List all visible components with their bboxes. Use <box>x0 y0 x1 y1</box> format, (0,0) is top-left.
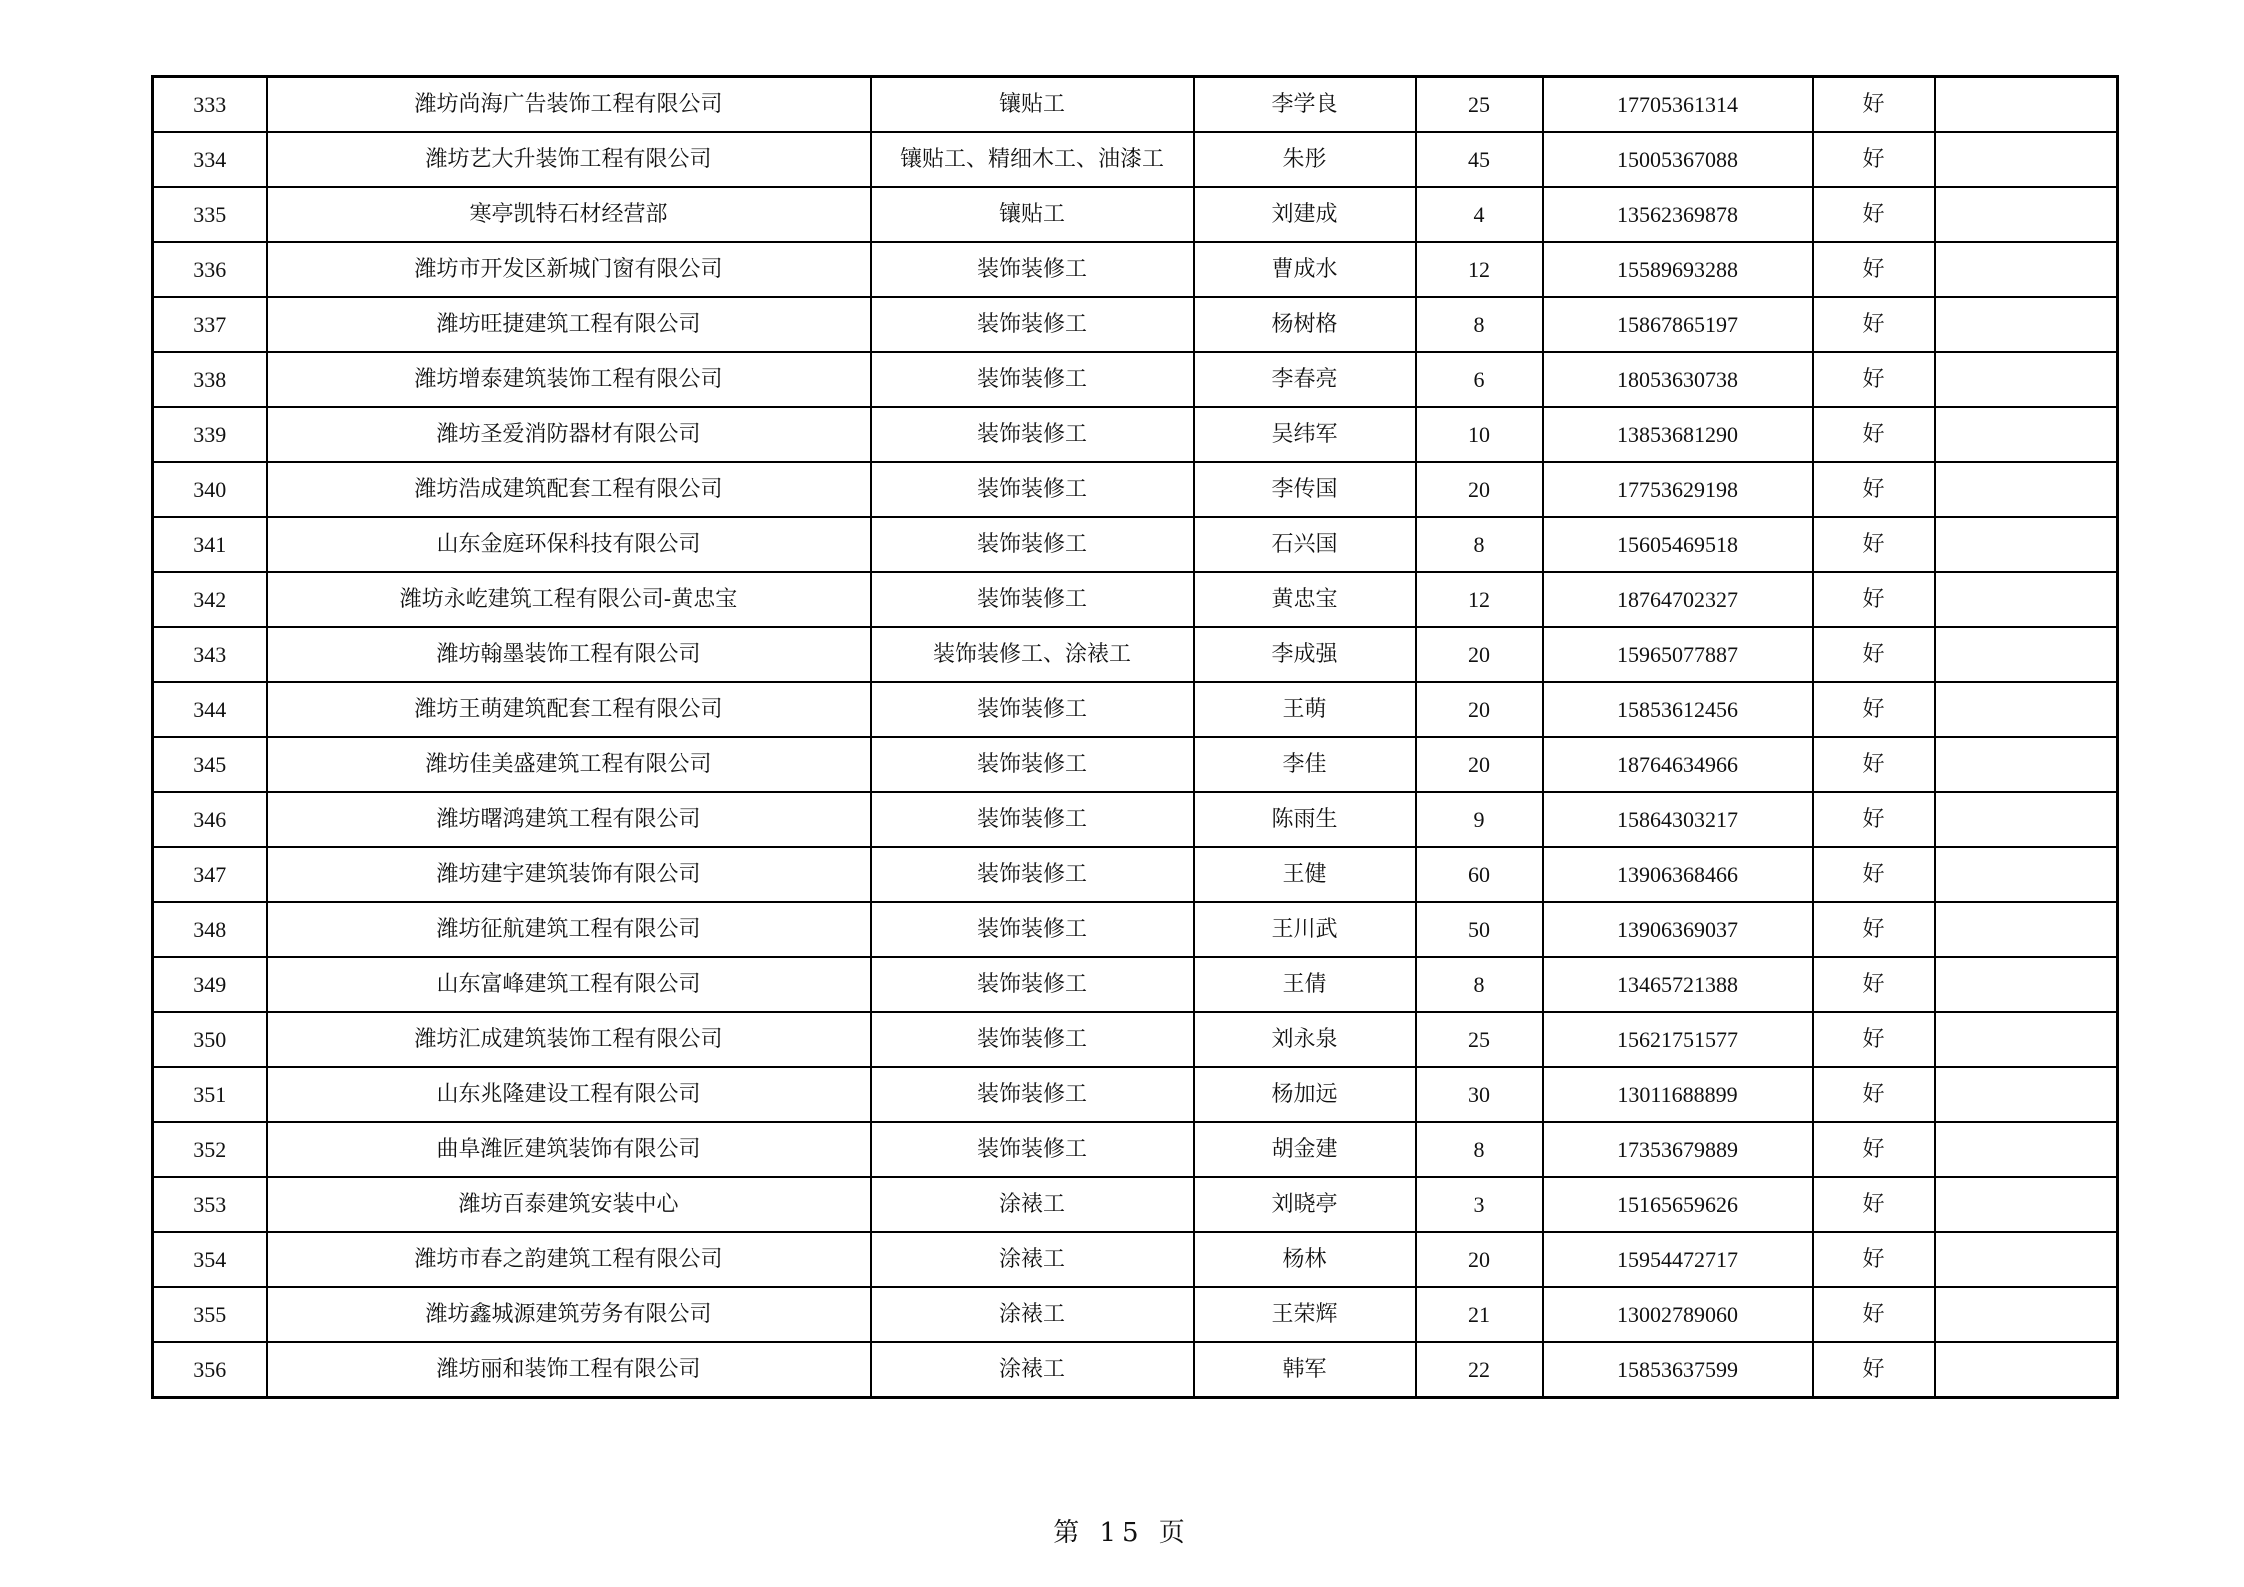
trade-type-cell: 装饰装修工 <box>871 957 1194 1012</box>
row-number-cell: 351 <box>153 1067 267 1122</box>
phone-number-cell: 15864303217 <box>1543 792 1813 847</box>
company-name-cell: 潍坊王萌建筑配套工程有限公司 <box>267 682 871 737</box>
remarks-cell <box>1935 297 2118 352</box>
trade-type-cell: 镶贴工、精细木工、油漆工 <box>871 132 1194 187</box>
company-name-cell: 潍坊翰墨装饰工程有限公司 <box>267 627 871 682</box>
remarks-cell <box>1935 1012 2118 1067</box>
worker-count-cell: 20 <box>1416 1232 1543 1287</box>
remarks-cell <box>1935 407 2118 462</box>
remarks-cell <box>1935 517 2118 572</box>
contact-person-cell: 刘建成 <box>1194 187 1416 242</box>
worker-count-cell: 8 <box>1416 517 1543 572</box>
table-row <box>153 627 2118 682</box>
row-number-cell: 342 <box>153 572 267 627</box>
trade-type-cell: 装饰装修工 <box>871 902 1194 957</box>
phone-number-cell: 17705361314 <box>1543 77 1813 133</box>
phone-number-cell: 17753629198 <box>1543 462 1813 517</box>
table-row <box>153 1287 2118 1342</box>
row-number-cell: 344 <box>153 682 267 737</box>
rating-cell: 好 <box>1813 352 1935 407</box>
phone-number-cell: 13465721388 <box>1543 957 1813 1012</box>
row-number-cell: 338 <box>153 352 267 407</box>
company-name-cell: 潍坊鑫城源建筑劳务有限公司 <box>267 1287 871 1342</box>
row-number-cell: 335 <box>153 187 267 242</box>
company-name-cell: 潍坊浩成建筑配套工程有限公司 <box>267 462 871 517</box>
contact-person-cell: 曹成水 <box>1194 242 1416 297</box>
remarks-cell <box>1935 847 2118 902</box>
trade-type-cell: 装饰装修工、涂裱工 <box>871 627 1194 682</box>
phone-number-cell: 15867865197 <box>1543 297 1813 352</box>
rating-cell: 好 <box>1813 572 1935 627</box>
phone-number-cell: 13853681290 <box>1543 407 1813 462</box>
worker-count-cell: 25 <box>1416 1012 1543 1067</box>
table-row <box>153 1067 2118 1122</box>
row-number-cell: 346 <box>153 792 267 847</box>
worker-count-cell: 6 <box>1416 352 1543 407</box>
rating-cell: 好 <box>1813 902 1935 957</box>
company-name-cell: 潍坊百泰建筑安装中心 <box>267 1177 871 1232</box>
table-row <box>153 1012 2118 1067</box>
phone-number-cell: 15165659626 <box>1543 1177 1813 1232</box>
rating-cell: 好 <box>1813 1232 1935 1287</box>
rating-cell: 好 <box>1813 682 1935 737</box>
row-number-cell: 356 <box>153 1342 267 1398</box>
worker-count-cell: 3 <box>1416 1177 1543 1232</box>
rating-cell: 好 <box>1813 627 1935 682</box>
worker-count-cell: 22 <box>1416 1342 1543 1398</box>
worker-count-cell: 8 <box>1416 957 1543 1012</box>
company-name-cell: 潍坊曙鸿建筑工程有限公司 <box>267 792 871 847</box>
worker-count-cell: 8 <box>1416 1122 1543 1177</box>
remarks-cell <box>1935 77 2118 133</box>
rating-cell: 好 <box>1813 847 1935 902</box>
rating-cell: 好 <box>1813 1012 1935 1067</box>
row-number-cell: 336 <box>153 242 267 297</box>
row-number-cell: 334 <box>153 132 267 187</box>
trade-type-cell: 装饰装修工 <box>871 572 1194 627</box>
trade-type-cell: 装饰装修工 <box>871 1012 1194 1067</box>
company-name-cell: 潍坊圣爱消防器材有限公司 <box>267 407 871 462</box>
company-name-cell: 潍坊佳美盛建筑工程有限公司 <box>267 737 871 792</box>
phone-number-cell: 15954472717 <box>1543 1232 1813 1287</box>
contact-person-cell: 李传国 <box>1194 462 1416 517</box>
phone-number-cell: 13011688899 <box>1543 1067 1813 1122</box>
remarks-cell <box>1935 902 2118 957</box>
company-name-cell: 潍坊汇成建筑装饰工程有限公司 <box>267 1012 871 1067</box>
remarks-cell <box>1935 627 2118 682</box>
trade-type-cell: 涂裱工 <box>871 1342 1194 1398</box>
company-name-cell: 潍坊尚海广告装饰工程有限公司 <box>267 77 871 133</box>
phone-number-cell: 18053630738 <box>1543 352 1813 407</box>
remarks-cell <box>1935 1232 2118 1287</box>
table-row <box>153 957 2118 1012</box>
row-number-cell: 340 <box>153 462 267 517</box>
remarks-cell <box>1935 132 2118 187</box>
table-row <box>153 517 2118 572</box>
trade-type-cell: 装饰装修工 <box>871 407 1194 462</box>
table-row <box>153 682 2118 737</box>
rating-cell: 好 <box>1813 1122 1935 1177</box>
contact-person-cell: 石兴国 <box>1194 517 1416 572</box>
worker-count-cell: 50 <box>1416 902 1543 957</box>
table-row <box>153 77 2118 133</box>
remarks-cell <box>1935 242 2118 297</box>
trade-type-cell: 装饰装修工 <box>871 1067 1194 1122</box>
row-number-cell: 353 <box>153 1177 267 1232</box>
table-row <box>153 737 2118 792</box>
rating-cell: 好 <box>1813 297 1935 352</box>
company-name-cell: 潍坊永屹建筑工程有限公司-黄忠宝 <box>267 572 871 627</box>
rating-cell: 好 <box>1813 517 1935 572</box>
contact-person-cell: 李成强 <box>1194 627 1416 682</box>
company-name-cell: 潍坊增泰建筑装饰工程有限公司 <box>267 352 871 407</box>
worker-count-cell: 60 <box>1416 847 1543 902</box>
contact-person-cell: 黄忠宝 <box>1194 572 1416 627</box>
row-number-cell: 348 <box>153 902 267 957</box>
worker-count-cell: 30 <box>1416 1067 1543 1122</box>
row-number-cell: 343 <box>153 627 267 682</box>
contact-person-cell: 李春亮 <box>1194 352 1416 407</box>
rating-cell: 好 <box>1813 957 1935 1012</box>
remarks-cell <box>1935 957 2118 1012</box>
row-number-cell: 350 <box>153 1012 267 1067</box>
trade-type-cell: 装饰装修工 <box>871 737 1194 792</box>
table-row <box>153 1232 2118 1287</box>
table-row <box>153 1122 2118 1177</box>
trade-type-cell: 涂裱工 <box>871 1287 1194 1342</box>
worker-count-cell: 21 <box>1416 1287 1543 1342</box>
worker-count-cell: 45 <box>1416 132 1543 187</box>
phone-number-cell: 17353679889 <box>1543 1122 1813 1177</box>
phone-number-cell: 18764702327 <box>1543 572 1813 627</box>
trade-type-cell: 镶贴工 <box>871 187 1194 242</box>
worker-count-cell: 8 <box>1416 297 1543 352</box>
remarks-cell <box>1935 1342 2118 1398</box>
table-row <box>153 462 2118 517</box>
table-row <box>153 187 2118 242</box>
company-name-cell: 潍坊征航建筑工程有限公司 <box>267 902 871 957</box>
trade-type-cell: 装饰装修工 <box>871 352 1194 407</box>
rating-cell: 好 <box>1813 407 1935 462</box>
table-row <box>153 1342 2118 1398</box>
row-number-cell: 352 <box>153 1122 267 1177</box>
table-row <box>153 792 2118 847</box>
table-row <box>153 132 2118 187</box>
row-number-cell: 339 <box>153 407 267 462</box>
remarks-cell <box>1935 462 2118 517</box>
rating-cell: 好 <box>1813 187 1935 242</box>
contact-person-cell: 王荣辉 <box>1194 1287 1416 1342</box>
contact-person-cell: 吴纬军 <box>1194 407 1416 462</box>
phone-number-cell: 13906368466 <box>1543 847 1813 902</box>
contact-person-cell: 李学良 <box>1194 77 1416 133</box>
phone-number-cell: 15589693288 <box>1543 242 1813 297</box>
company-table <box>151 75 2119 1399</box>
company-name-cell: 寒亭凯特石材经营部 <box>267 187 871 242</box>
worker-count-cell: 20 <box>1416 462 1543 517</box>
trade-type-cell: 装饰装修工 <box>871 1122 1194 1177</box>
remarks-cell <box>1935 682 2118 737</box>
remarks-cell <box>1935 572 2118 627</box>
phone-number-cell: 15965077887 <box>1543 627 1813 682</box>
row-number-cell: 333 <box>153 77 267 133</box>
contact-person-cell: 王倩 <box>1194 957 1416 1012</box>
table-row <box>153 352 2118 407</box>
table-row <box>153 902 2118 957</box>
row-number-cell: 354 <box>153 1232 267 1287</box>
rating-cell: 好 <box>1813 1177 1935 1232</box>
table-row <box>153 297 2118 352</box>
table-row <box>153 407 2118 462</box>
remarks-cell <box>1935 187 2118 242</box>
worker-count-cell: 4 <box>1416 187 1543 242</box>
worker-count-cell: 25 <box>1416 77 1543 133</box>
trade-type-cell: 装饰装修工 <box>871 792 1194 847</box>
rating-cell: 好 <box>1813 462 1935 517</box>
worker-count-cell: 20 <box>1416 627 1543 682</box>
company-name-cell: 潍坊艺大升装饰工程有限公司 <box>267 132 871 187</box>
worker-count-cell: 20 <box>1416 682 1543 737</box>
trade-type-cell: 涂裱工 <box>871 1232 1194 1287</box>
contact-person-cell: 杨林 <box>1194 1232 1416 1287</box>
trade-type-cell: 装饰装修工 <box>871 462 1194 517</box>
contact-person-cell: 朱彤 <box>1194 132 1416 187</box>
remarks-cell <box>1935 1287 2118 1342</box>
remarks-cell <box>1935 1067 2118 1122</box>
worker-count-cell: 10 <box>1416 407 1543 462</box>
table-row <box>153 1177 2118 1232</box>
row-number-cell: 349 <box>153 957 267 1012</box>
remarks-cell <box>1935 1122 2118 1177</box>
trade-type-cell: 装饰装修工 <box>871 682 1194 737</box>
contact-person-cell: 王萌 <box>1194 682 1416 737</box>
phone-number-cell: 13906369037 <box>1543 902 1813 957</box>
rating-cell: 好 <box>1813 737 1935 792</box>
remarks-cell <box>1935 1177 2118 1232</box>
trade-type-cell: 装饰装修工 <box>871 297 1194 352</box>
phone-number-cell: 15605469518 <box>1543 517 1813 572</box>
worker-count-cell: 9 <box>1416 792 1543 847</box>
page-number: 第 15 页 <box>1053 1518 1191 1548</box>
table-row <box>153 572 2118 627</box>
phone-number-cell: 15853637599 <box>1543 1342 1813 1398</box>
company-name-cell: 潍坊丽和装饰工程有限公司 <box>267 1342 871 1398</box>
rating-cell: 好 <box>1813 792 1935 847</box>
company-name-cell: 潍坊建宇建筑装饰有限公司 <box>267 847 871 902</box>
phone-number-cell: 15621751577 <box>1543 1012 1813 1067</box>
contact-person-cell: 陈雨生 <box>1194 792 1416 847</box>
company-name-cell: 山东富峰建筑工程有限公司 <box>267 957 871 1012</box>
worker-count-cell: 12 <box>1416 572 1543 627</box>
trade-type-cell: 装饰装修工 <box>871 242 1194 297</box>
rating-cell: 好 <box>1813 132 1935 187</box>
table-body <box>153 77 2118 1398</box>
trade-type-cell: 装饰装修工 <box>871 517 1194 572</box>
rating-cell: 好 <box>1813 1067 1935 1122</box>
phone-number-cell: 15005367088 <box>1543 132 1813 187</box>
contact-person-cell: 李佳 <box>1194 737 1416 792</box>
phone-number-cell: 18764634966 <box>1543 737 1813 792</box>
contact-person-cell: 杨加远 <box>1194 1067 1416 1122</box>
table-row <box>153 242 2118 297</box>
trade-type-cell: 涂裱工 <box>871 1177 1194 1232</box>
trade-type-cell: 镶贴工 <box>871 77 1194 133</box>
contact-person-cell: 王健 <box>1194 847 1416 902</box>
phone-number-cell: 15853612456 <box>1543 682 1813 737</box>
contact-person-cell: 刘晓亭 <box>1194 1177 1416 1232</box>
company-name-cell: 潍坊旺捷建筑工程有限公司 <box>267 297 871 352</box>
remarks-cell <box>1935 352 2118 407</box>
trade-type-cell: 装饰装修工 <box>871 847 1194 902</box>
table-row <box>153 847 2118 902</box>
company-name-cell: 山东金庭环保科技有限公司 <box>267 517 871 572</box>
company-name-cell: 潍坊市春之韵建筑工程有限公司 <box>267 1232 871 1287</box>
rating-cell: 好 <box>1813 242 1935 297</box>
worker-count-cell: 20 <box>1416 737 1543 792</box>
contact-person-cell: 韩军 <box>1194 1342 1416 1398</box>
phone-number-cell: 13002789060 <box>1543 1287 1813 1342</box>
company-name-cell: 潍坊市开发区新城门窗有限公司 <box>267 242 871 297</box>
company-name-cell: 山东兆隆建设工程有限公司 <box>267 1067 871 1122</box>
company-name-cell: 曲阜潍匠建筑装饰有限公司 <box>267 1122 871 1177</box>
contact-person-cell: 胡金建 <box>1194 1122 1416 1177</box>
remarks-cell <box>1935 737 2118 792</box>
contact-person-cell: 王川武 <box>1194 902 1416 957</box>
contact-person-cell: 杨树格 <box>1194 297 1416 352</box>
phone-number-cell: 13562369878 <box>1543 187 1813 242</box>
remarks-cell <box>1935 792 2118 847</box>
row-number-cell: 345 <box>153 737 267 792</box>
rating-cell: 好 <box>1813 1342 1935 1398</box>
rating-cell: 好 <box>1813 77 1935 133</box>
row-number-cell: 337 <box>153 297 267 352</box>
row-number-cell: 341 <box>153 517 267 572</box>
row-number-cell: 347 <box>153 847 267 902</box>
worker-count-cell: 12 <box>1416 242 1543 297</box>
row-number-cell: 355 <box>153 1287 267 1342</box>
contact-person-cell: 刘永泉 <box>1194 1012 1416 1067</box>
rating-cell: 好 <box>1813 1287 1935 1342</box>
